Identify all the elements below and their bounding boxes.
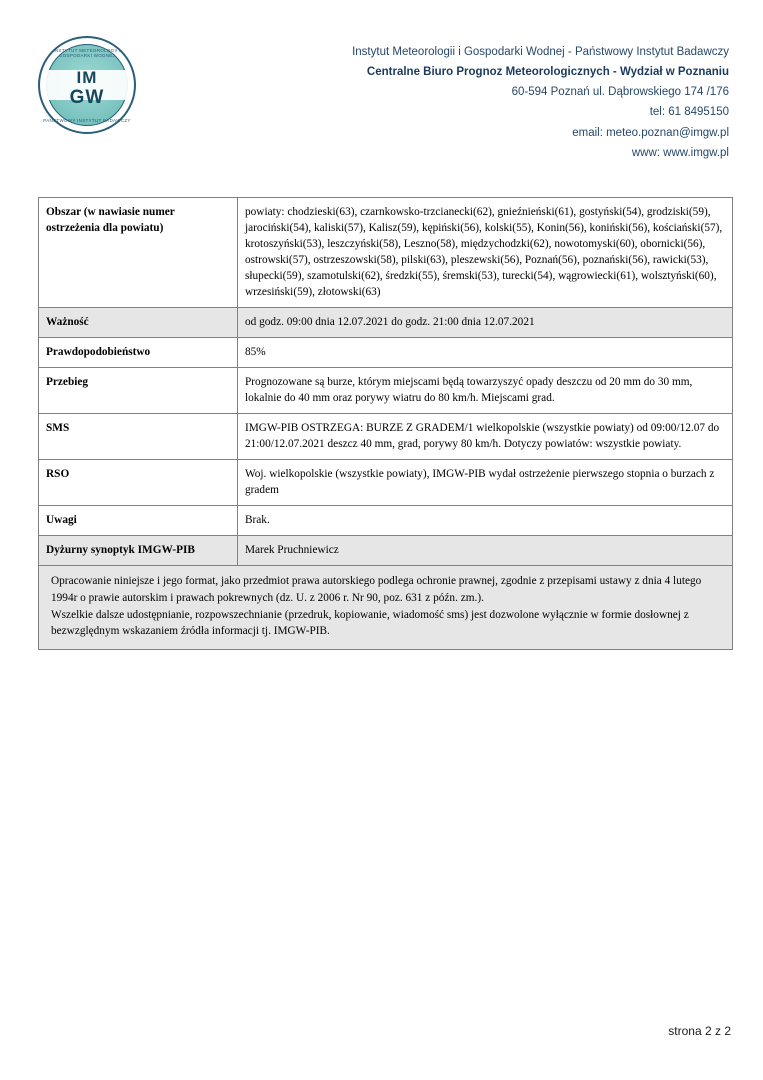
department-name: Centralne Biuro Prognoz Meteorologicznych - Wydział w Poznaniu xyxy=(366,66,729,79)
row-value-prawdopodobienstwo: 85% xyxy=(238,337,733,367)
row-value-rso: Woj. wielkopolskie (wszystkie powiaty), IMGW-PIB wydał ostrzeżenie pierwszego stopnia o burzach z gradem xyxy=(238,460,733,506)
logo-wordmark xyxy=(38,69,136,107)
warning-table xyxy=(38,197,733,567)
email-line: email: meteo.poznan@imgw.pl xyxy=(572,126,729,139)
row-label-obszar: Obszar (w nawiasie numer ostrzeżenia dla powiatu) xyxy=(39,197,238,307)
imgw-logo-icon xyxy=(38,36,136,134)
row-label-uwagi: Uwagi xyxy=(39,506,238,536)
document-header xyxy=(0,0,763,163)
table-row xyxy=(39,197,733,307)
row-label-rso: RSO xyxy=(39,460,238,506)
institute-name: Instytut Meteorologii i Gospodarki Wodnej - Państwowy Instytut Badawczy xyxy=(352,46,729,58)
row-value-dyzurny-synoptyk: Marek Pruchniewicz xyxy=(238,536,733,566)
row-label-prawdopodobienstwo: Prawdopodobieństwo xyxy=(39,337,238,367)
table-row xyxy=(39,337,733,367)
warning-table-container xyxy=(38,197,733,567)
address-line: 60-594 Poznań ul. Dąbrowskiego 174 /176 xyxy=(511,86,729,99)
row-value-sms: IMGW-PIB OSTRZEGA: BURZE Z GRADEM/1 wielkopolskie (wszystkie powiaty) od 09:00/12.07 do 21:00/12.07.2021 deszcz 40 mm, grad, porywy 80 km/h. Dotyczy powiatów: wszystkie powiaty. xyxy=(238,414,733,460)
logo-wordmark-line1: IM xyxy=(76,68,98,87)
table-row xyxy=(39,506,733,536)
row-label-dyzurny-synoptyk: Dyżurny synoptyk IMGW-PIB xyxy=(39,536,238,566)
page-number: strona 2 z 2 xyxy=(668,1024,731,1038)
institute-contact-block xyxy=(146,32,733,163)
table-row xyxy=(39,460,733,506)
row-value-obszar: powiaty: chodzieski(63), czarnkowsko-trzcianecki(62), gnieźnieński(61), gostyński(54), grodziski(59), jarociński(54), kaliski(57), Kalisz(59), kępiński(56), kolski(55), Konin(56), koniński(56), kościański(57), krotoszyński(53), leszczyński(58), Leszno(58), międzychodzki(62), nowotomyski(60), obornicki(56), ostrowski(57), ostrzeszowski(58), pilski(63), pleszewski(56), Poznań(56), poznański(56), rawicki(53), słupecki(59), szamotulski(62), średzki(55), śremski(53), turecki(54), wągrowiecki(61), wolsztyński(60), wrzesiński(59), złotowski(63) xyxy=(238,197,733,307)
website-line: www: www.imgw.pl xyxy=(631,146,729,159)
copyright-paragraph-2: Wszelkie dalsze udostępnianie, rozpowszechnianie (przedruk, kopiowanie, wiadomość sms) jest dozwolone wyłącznie w formie dosłownej z bezwzględnym wskazaniem źródła informacji tj. IMGW-PIB. xyxy=(51,609,689,638)
table-row xyxy=(39,368,733,414)
logo-arc-top-text: INSTYTUT METEOROLOGII I GOSPODARKI WODNEJ xyxy=(53,48,121,58)
logo-container xyxy=(38,32,146,134)
row-label-waznosc: Ważność xyxy=(39,307,238,337)
copyright-paragraph-1: Opracowanie niniejsze i jego format, jako przedmiot prawa autorskiego podlega ochronie prawnej, zgodnie z przepisami ustawy z dnia 4 lutego 1994r o prawie autorskim i prawach pokrewnych (dz. U. z 2006 r. Nr 90, poz. 631 z późn. zm.). xyxy=(51,575,702,604)
row-value-uwagi: Brak. xyxy=(238,506,733,536)
row-value-waznosc: od godz. 09:00 dnia 12.07.2021 do godz. 21:00 dnia 12.07.2021 xyxy=(238,307,733,337)
table-row xyxy=(39,536,733,566)
table-row xyxy=(39,307,733,337)
row-label-przebieg: Przebieg xyxy=(39,368,238,414)
row-label-sms: SMS xyxy=(39,414,238,460)
logo-wordmark-line2: GW xyxy=(69,87,105,108)
logo-arc-bottom-text: PAŃSTWOWY INSTYTUT BADAWCZY xyxy=(43,118,131,123)
phone-line: tel: 61 8495150 xyxy=(649,106,729,119)
row-value-przebieg: Prognozowane są burze, którym miejscami będą towarzyszyć opady deszczu od 20 mm do 30 mm, lokalnie do 40 mm oraz porywy wiatru do 80 km/h. Miejscami grad. xyxy=(238,368,733,414)
table-row xyxy=(39,414,733,460)
copyright-note xyxy=(38,566,733,650)
